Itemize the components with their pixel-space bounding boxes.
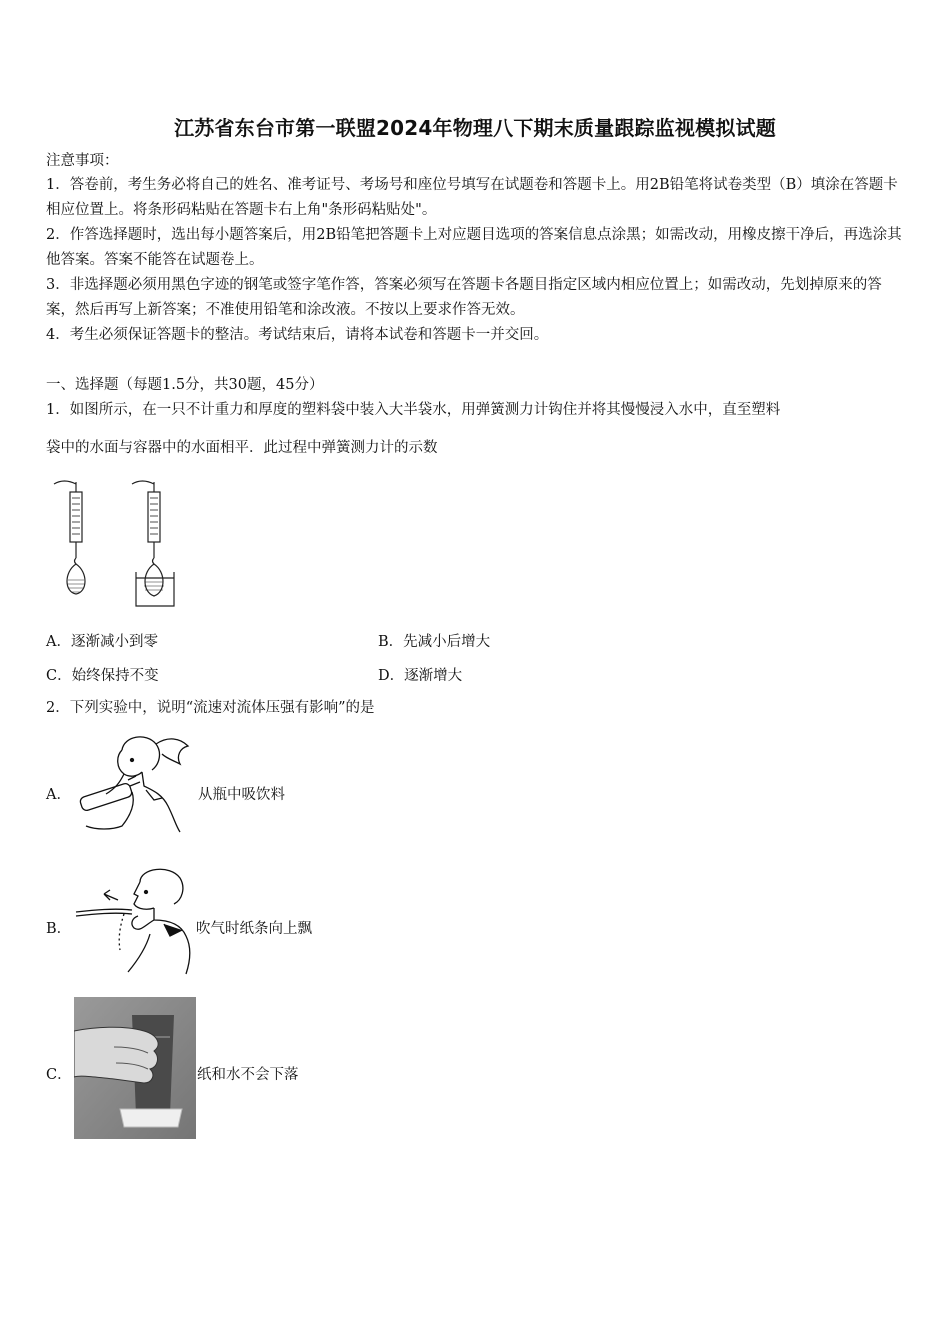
q1-stem-line2: 袋中的水面与容器中的水面相平．此过程中弹簧测力计的示数 <box>46 440 438 456</box>
q1-option-a: A．逐渐减小到零 <box>46 634 158 650</box>
page-title: 江苏省东台市第一联盟2024年物理八下期末质量跟踪监视模拟试题 <box>174 116 776 140</box>
inverted-cup-photo <box>74 997 196 1139</box>
q2-stem: 2．下列实验中，说明“流速对流体压强有影响”的是 <box>46 700 375 716</box>
q1-option-c: C．始终保持不变 <box>46 668 159 684</box>
q2-option-c-text: 纸和水不会下落 <box>197 1067 299 1083</box>
q2-option-a-letter: A． <box>46 787 71 803</box>
section-heading: 一、选择题（每题1.5分，共30题，45分） <box>46 377 324 393</box>
q2-option-b-text: 吹气时纸条向上飘 <box>196 921 312 937</box>
q2-option-a-text: 从瓶中吸饮料 <box>198 787 285 803</box>
notice-item-1: 1．答卷前，考生务必将自己的姓名、准考证号、考场号和座位号填写在试题卷和答题卡上。用2B铅笔将试卷类型（B）填涂在答题卡相应位置上。将条形码粘贴在答题卡右上角"条形码粘贴处"。 <box>46 177 898 218</box>
boy-blowing-icon <box>74 864 196 976</box>
notice-item-3: 3．非选择题必须用黑色字迹的钢笔或签字笔作答，答案必须写在答题卡各题目指定区域内相应位置上；如需改动，先划掉原来的答案，然后再写上新答案；不准使用铅笔和涂改液。不按以上要求作答无效。 <box>46 277 882 318</box>
notice-item-2: 2．作答选择题时，选出每小题答案后，用2B铅笔把答题卡上对应题目选项的答案信息点涂黑；如需改动，用橡皮擦干净后，再选涂其他答案。答案不能答在试题卷上。 <box>46 227 902 268</box>
q2-option-c-letter: C． <box>46 1067 72 1083</box>
notice-item-4: 4．考生必须保证答题卡的整洁。考试结束后，请将本试卷和答题卡一并交回。 <box>46 327 549 343</box>
girl-drinking-icon <box>76 730 196 834</box>
q1-stem-line1: 1．如图所示，在一只不计重力和厚度的塑料袋中装入大半袋水，用弹簧测力计钩住并将其慢慢浸入水中，直至塑料 <box>46 402 781 418</box>
notice-heading: 注意事项： <box>46 153 119 169</box>
q1-option-b: B．先减小后增大 <box>378 634 491 650</box>
q1-option-d: D．逐渐增大 <box>378 668 463 684</box>
q2-option-b-letter: B． <box>46 921 72 937</box>
spring-scale-figure <box>44 474 194 614</box>
